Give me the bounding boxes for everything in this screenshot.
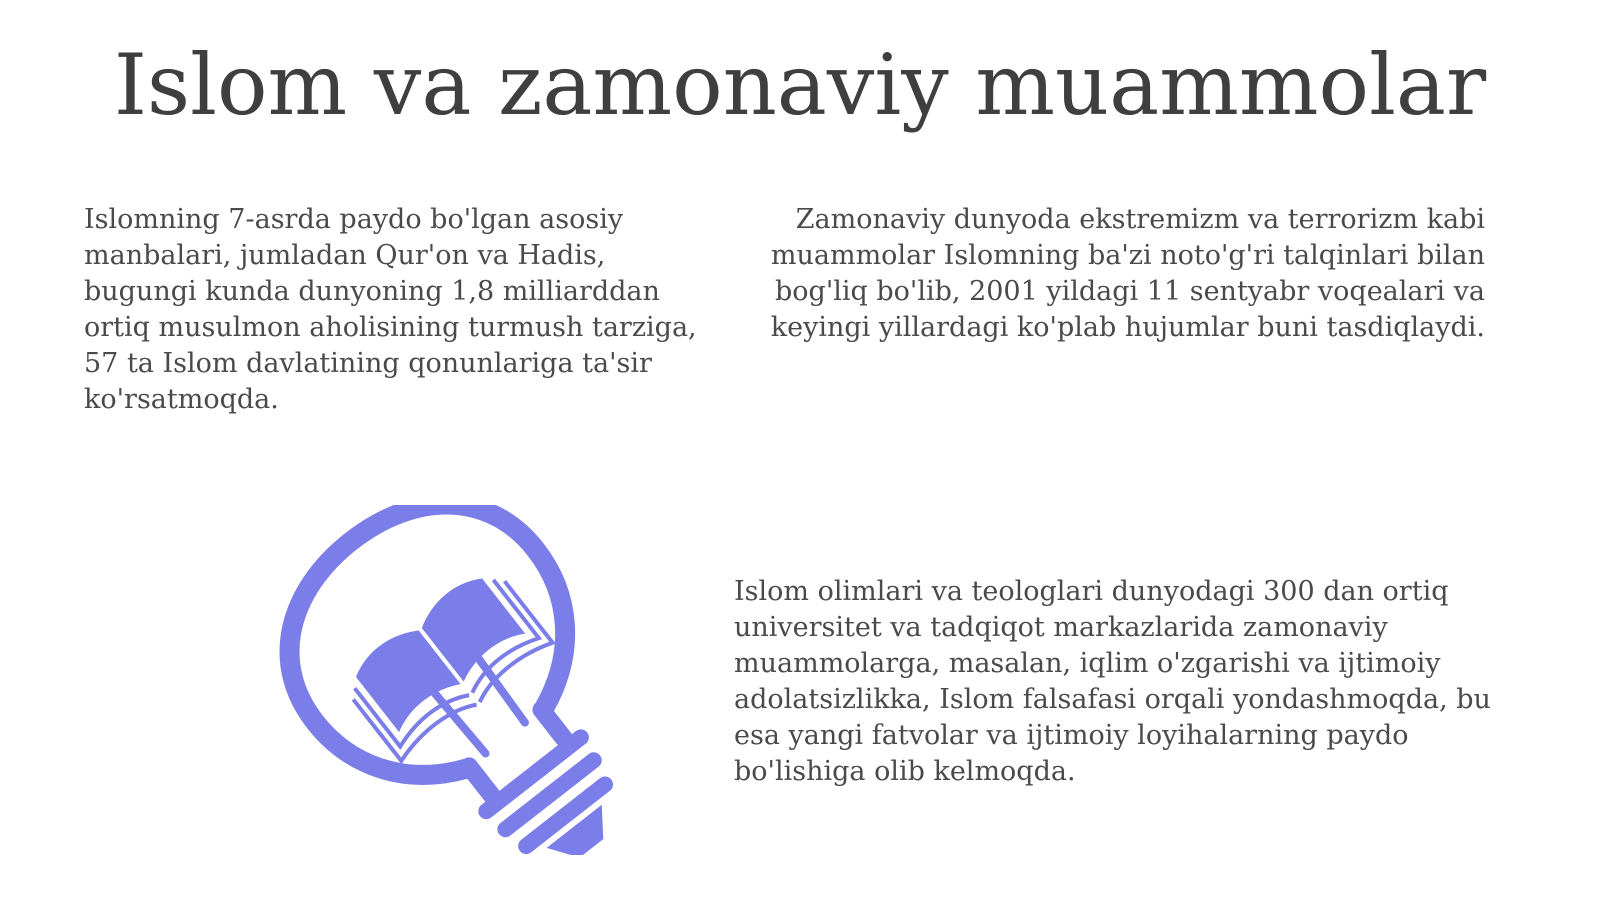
slide-title: Islom va zamonaviy muammolar xyxy=(113,36,1487,134)
paragraph-bottom: Islom olimlari va teologlari dunyodagi 300 dan ortiq universitet va tadqiqot markazlarida zamonaviy muammolarga, masalan, iqlim o'zgarishi va ijtimoiy adolatsizlikka, Islom falsafasi orqali yondashmoqda, bu esa yangi fatvolar va ijtimoiy loyihalarning paydo bo'lishiga olib kelmoqda. xyxy=(734,576,1491,787)
lightbulb-book-icon xyxy=(196,505,626,855)
paragraph-right: Zamonaviy dunyoda ekstremizm va terrorizm kabi muammolar Islomning ba'zi noto'g'ri talqinlari bilan bog'liq bo'lib, 2001 yildagi 11 sentyabr voqealari va keyingi yillardagi ko'plab hujumlar buni tasdiqlaydi. xyxy=(770,204,1485,343)
paragraph-left: Islomning 7-asrda paydo bo'lgan asosiy manbalari, jumladan Qur'on va Hadis, bugungi kunda dunyoning 1,8 milliarddan ortiq musulmon aholisining turmush tarziga, 57 ta Islom davlatining qonunlariga ta'sir ko'rsatmoqda. xyxy=(84,204,697,415)
